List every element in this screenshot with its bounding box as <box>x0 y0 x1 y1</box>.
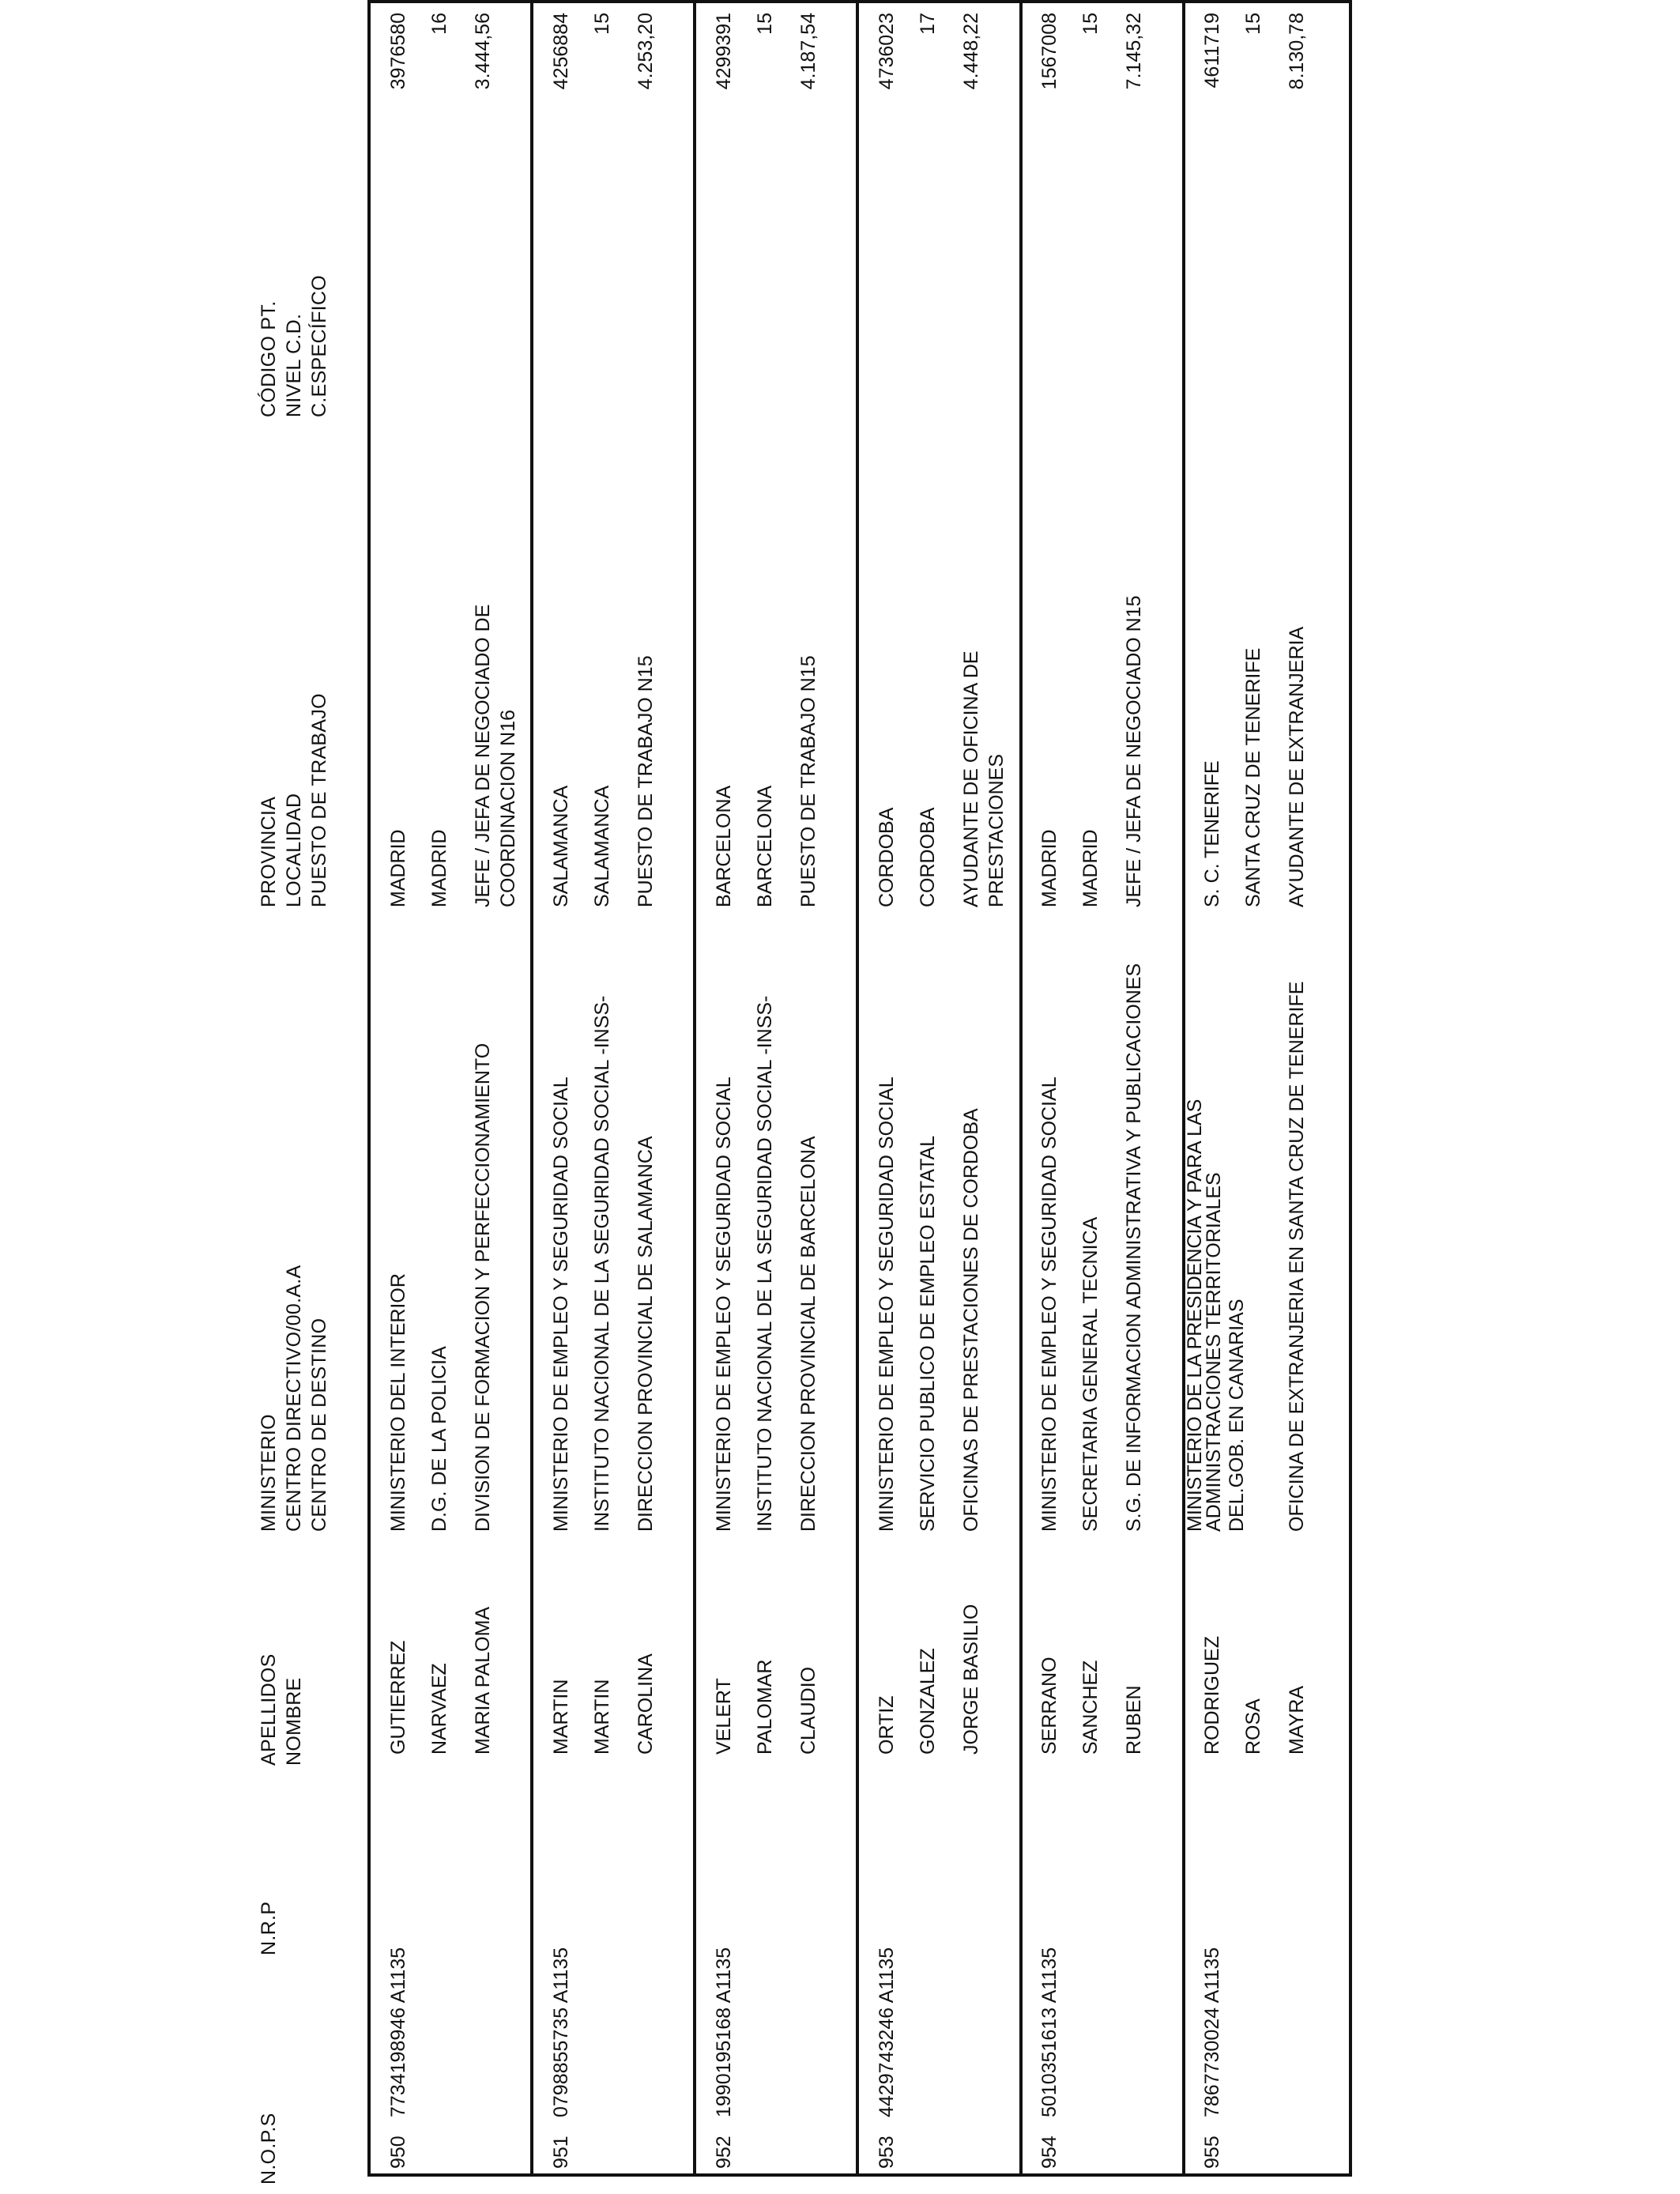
nops: 954 <box>1038 2136 1060 2169</box>
row-separator <box>530 0 533 2177</box>
c-especifico: 4.448,22 <box>960 13 982 90</box>
ministerio: MINISTERIO DEL INTERIOR <box>387 1273 409 1532</box>
c-especifico: 4.187,54 <box>797 13 819 90</box>
nrp: 7867730024 A1135 <box>1201 1947 1223 2117</box>
nombre: JORGE BASILIO <box>960 1604 982 1755</box>
nrp: 7734198946 A1135 <box>387 1947 409 2117</box>
nivel-cd: 17 <box>917 13 939 35</box>
ministerio: MINISTERIO DE EMPLEO Y SEGURIDAD SOCIAL <box>550 1076 572 1532</box>
nops: 950 <box>387 2136 409 2169</box>
apellido-1: ORTIZ <box>876 1695 898 1755</box>
apellido-2: NARVAEZ <box>428 1663 450 1755</box>
c-especifico: 7.145,32 <box>1123 13 1145 90</box>
nops: 955 <box>1201 2136 1223 2169</box>
row-separator <box>1019 0 1023 2177</box>
header-codigo-nivel-especifico: CÓDIGO PT. NIVEL C.D. C.ESPECÍFICO <box>258 274 330 417</box>
c-especifico: 4.253,20 <box>635 13 657 90</box>
nivel-cd: 15 <box>754 13 776 35</box>
puesto-trabajo: AYUDANTE DE EXTRANJERIA <box>1286 626 1308 907</box>
nrp: 0798855735 A1135 <box>550 1947 572 2117</box>
nivel-cd: 15 <box>591 13 613 35</box>
provincia: MADRID <box>1038 829 1060 907</box>
nops: 952 <box>713 2136 735 2169</box>
codigo-pt: 4611719 <box>1201 13 1223 89</box>
centro-directivo: SECRETARIA GENERAL TECNICA <box>1079 1216 1102 1532</box>
apellido-2: SANCHEZ <box>1079 1660 1102 1755</box>
nombre: MAYRA <box>1286 1685 1308 1755</box>
c-especifico: 8.130,78 <box>1286 13 1308 90</box>
ministerio: MINISTERIO DE LA PRESIDENCIA Y PARA LAS ADMINISTRACIONES TERRITORIALES <box>1184 1099 1225 1532</box>
nombre: MARIA PALOMA <box>472 1606 494 1755</box>
centro-destino: OFICINA DE EXTRANJERIA EN SANTA CRUZ DE TENERIFE <box>1286 981 1308 1532</box>
ministerio: MINISTERIO DE EMPLEO Y SEGURIDAD SOCIAL <box>713 1076 735 1532</box>
codigo-pt: 4736023 <box>876 13 898 90</box>
puesto-trabajo: PUESTO DE TRABAJO N15 <box>797 655 819 907</box>
header-nops: N.O.P.S <box>258 2113 280 2185</box>
localidad: BARCELONA <box>754 785 776 907</box>
centro-directivo: D.G. DE LA POLICIA <box>428 1346 450 1532</box>
apellido-2: GONZALEZ <box>917 1648 939 1755</box>
nivel-cd: 15 <box>1079 13 1102 35</box>
apellido-2: ROSA <box>1242 1698 1264 1755</box>
nops: 953 <box>876 2136 898 2169</box>
provincia: CORDOBA <box>876 807 898 907</box>
provincia: MADRID <box>387 829 409 907</box>
centro-directivo: SERVICIO PUBLICO DE EMPLEO ESTATAL <box>917 1135 939 1532</box>
puesto-trabajo: JEFE / JEFA DE NEGOCIADO N15 <box>1123 595 1145 907</box>
nrp: 1990195168 A1135 <box>713 1947 735 2117</box>
nrp: 4429743246 A1135 <box>876 1947 898 2117</box>
apellido-1: SERRANO <box>1038 1657 1060 1755</box>
apellido-2: MARTIN <box>591 1679 613 1755</box>
centro-directivo: INSTITUTO NACIONAL DE LA SEGURIDAD SOCIAL -INSS- <box>754 995 776 1532</box>
nrp: 5010351613 A1135 <box>1038 1947 1060 2117</box>
apellido-1: VELERT <box>713 1678 735 1755</box>
puesto-trabajo: PUESTO DE TRABAJO N15 <box>635 655 657 907</box>
nombre: CLAUDIO <box>797 1666 819 1755</box>
nivel-cd: 16 <box>428 13 450 35</box>
provincia: SALAMANCA <box>550 785 572 907</box>
codigo-pt: 1567008 <box>1038 13 1060 90</box>
centro-directivo: DEL.GOB. EN CANARIAS <box>1226 1299 1248 1532</box>
c-especifico: 3.444,56 <box>472 13 494 90</box>
ministerio: MINISTERIO DE EMPLEO Y SEGURIDAD SOCIAL <box>876 1076 898 1532</box>
localidad: CORDOBA <box>917 807 939 907</box>
codigo-pt: 4299391 <box>713 13 735 90</box>
localidad: MADRID <box>428 829 450 907</box>
header-provincia-puesto: PROVINCIA LOCALIDAD PUESTO DE TRABAJO <box>258 693 330 907</box>
puesto-trabajo: JEFE / JEFA DE NEGOCIADO DE COORDINACION N16 <box>472 604 519 907</box>
localidad: SANTA CRUZ DE TENERIFE <box>1242 647 1264 907</box>
provincia: S. C. TENERIFE <box>1201 760 1223 907</box>
row-separator <box>693 0 696 2177</box>
puesto-trabajo: AYUDANTE DE OFICINA DE PRESTACIONES <box>960 650 1008 907</box>
centro-destino: DIRECCION PROVINCIAL DE BARCELONA <box>797 1136 819 1532</box>
nivel-cd: 15 <box>1242 13 1264 35</box>
apellido-1: MARTIN <box>550 1679 572 1755</box>
nombre: CAROLINA <box>635 1653 657 1755</box>
ministerio: MINISTERIO DE EMPLEO Y SEGURIDAD SOCIAL <box>1038 1076 1060 1532</box>
centro-destino: DIVISION DE FORMACION Y PERFECCIONAMIENTO <box>472 1042 494 1532</box>
header-nrp: N.R.P <box>258 1901 280 1955</box>
centro-destino: S.G. DE INFORMACION ADMINISTRATIVA Y PUBLICACIONES <box>1123 963 1145 1532</box>
centro-destino: OFICINAS DE PRESTACIONES DE CORDOBA <box>960 1108 982 1532</box>
centro-destino: DIRECCION PROVINCIAL DE SALAMANCA <box>635 1136 657 1532</box>
apellido-1: GUTIERREZ <box>387 1640 409 1755</box>
localidad: MADRID <box>1079 829 1102 907</box>
apellido-1: RODRIGUEZ <box>1201 1636 1223 1755</box>
row-separator <box>856 0 859 2177</box>
centro-directivo: INSTITUTO NACIONAL DE LA SEGURIDAD SOCIAL -INSS- <box>591 995 613 1532</box>
codigo-pt: 4256884 <box>550 13 572 90</box>
header-ministerio-centro: MINISTERIO CENTRO DIRECTIVO/00.A.A CENTRO DE DESTINO <box>258 1265 330 1532</box>
header-apellidos-nombre: APELLIDOS NOMBRE <box>258 1653 305 1766</box>
localidad: SALAMANCA <box>591 785 613 907</box>
provincia: BARCELONA <box>713 785 735 907</box>
nombre: RUBEN <box>1123 1685 1145 1755</box>
codigo-pt: 3976580 <box>387 13 409 90</box>
apellido-2: PALOMAR <box>754 1659 776 1755</box>
nops: 951 <box>550 2136 572 2169</box>
